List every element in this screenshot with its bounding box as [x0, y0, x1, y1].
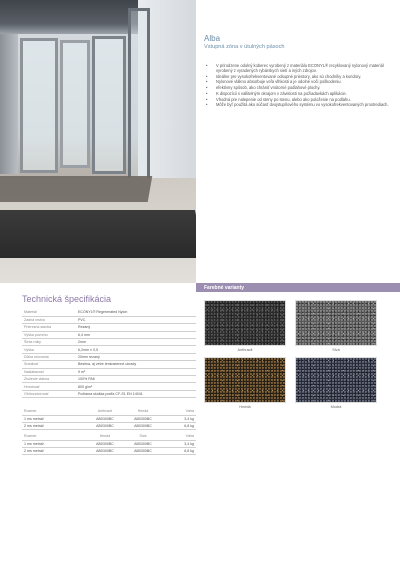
- feature-list: [204, 63, 390, 107]
- product-title: Alba: [204, 34, 221, 43]
- table-row: [22, 415, 196, 422]
- photo-glass-door: [92, 36, 126, 174]
- product-subtitle: Vstupná zóna v útulných pásoch: [204, 44, 285, 50]
- spec-key: Materiál: [22, 309, 76, 316]
- spec-key: Výška: [22, 346, 76, 353]
- spec-value: 6,4 mm: [76, 331, 196, 338]
- photo-entrance-mat: [0, 210, 196, 258]
- spec-key: Zloženie vlákna: [22, 376, 76, 383]
- table-header-row: [22, 433, 196, 440]
- table-cell: AB0300BC: [86, 447, 124, 454]
- feature-item: • Ideálne pre vysokofrekventované odsupné priestory, ako sú chodníky a koridory.: [204, 74, 390, 79]
- table-cell: 6,8 kg: [162, 422, 196, 429]
- table-row: [22, 383, 196, 390]
- table-row: [22, 316, 196, 323]
- feature-item: • Nylonové vlákno absorbuje veľa vlhkosti a je odolné voči poškodeniu.: [204, 79, 390, 84]
- weight-table: [22, 433, 196, 455]
- swatch-modra: [295, 357, 377, 403]
- table-cell: 1 ms metráž: [22, 440, 86, 447]
- table-cell: AB0300BC: [124, 422, 162, 429]
- feature-item: • Vhodná pre nalepenie od steny po stenu, alebo ako položenie na podlahu.: [204, 97, 390, 102]
- column-header: Hnedá: [86, 433, 124, 440]
- feature-item: • efektívny spôsob, ako chrániť vnútorné podlahové plochy.: [204, 85, 390, 90]
- photo-glass-door: [60, 40, 90, 168]
- spec-value: 2mm: [76, 339, 196, 346]
- column-header: Sivá: [124, 433, 162, 440]
- table-cell: AB0300BC: [86, 422, 124, 429]
- swatch-anthracit: [204, 300, 286, 346]
- spec-key: Sranitosť: [22, 361, 76, 368]
- swatch-siva: [295, 300, 377, 346]
- table-cell: AB0300BC: [124, 447, 162, 454]
- spec-value: Požiarna skúška podľa CF-S1 EN 14041: [76, 390, 196, 397]
- feature-item: • V prirodzene odolný koberec vyrobený z materiálu ECONYL® recyklovaný nylonový materiál vyrobený z vyradených rybárskych sietí a iných zdrojov.: [204, 63, 390, 73]
- swatch-label: Hnedá: [239, 405, 251, 409]
- table-cell: 3,4 kg: [162, 440, 196, 447]
- swatch-label: Sivá: [332, 348, 340, 352]
- table-cell: AB0300BC: [124, 415, 162, 422]
- color-variants-title: Farebné varianty: [204, 284, 245, 291]
- table-row: [22, 440, 196, 447]
- table-header-row: [22, 408, 196, 415]
- spec-key: Dĺžka rolovania: [22, 353, 76, 360]
- swatch-hneda: [204, 357, 286, 403]
- feature-item: • Môže byť použitá ako súčasť dvojstupňového systému vo vysokofrekventovaných prostrediach.: [204, 102, 390, 107]
- tech-spec-table: [22, 309, 196, 398]
- table-cell: AB0300BC: [124, 440, 162, 447]
- table-row: [22, 309, 196, 316]
- spec-key: Šírka rolky: [22, 339, 76, 346]
- table-cell: 3,4 kg: [162, 415, 196, 422]
- spec-key: Výška povrchu: [22, 331, 76, 338]
- entrance-photo: [0, 0, 196, 283]
- spec-key: Zadná vrstva: [22, 316, 76, 323]
- spec-key: Prierezná stavba: [22, 324, 76, 331]
- swatch-label: Modrá: [330, 405, 342, 409]
- spec-key: Hmotnosť: [22, 383, 76, 390]
- column-header: Váha: [162, 408, 196, 415]
- table-row: [22, 339, 196, 346]
- table-row: [22, 390, 196, 397]
- spec-value: Bestina, aj vetre tenkostenné ukrady: [76, 361, 196, 368]
- table-row: [22, 447, 196, 454]
- spec-key: Nasiakavosť: [22, 368, 76, 375]
- spec-value: 9 m²: [76, 368, 196, 375]
- spec-value: PVC: [76, 316, 196, 323]
- spec-value: 20mm rezaný: [76, 353, 196, 360]
- spec-value: Rezaný: [76, 324, 196, 331]
- tech-spec-title: Technická špecifikácia: [22, 294, 112, 304]
- table-row: [22, 353, 196, 360]
- table-row: [22, 422, 196, 429]
- column-header: Anthracit: [86, 408, 124, 415]
- column-header: Váha: [162, 433, 196, 440]
- table-row: [22, 346, 196, 353]
- spec-value: 800 g/m²: [76, 383, 196, 390]
- table-cell: 2 ms metráž: [22, 422, 86, 429]
- product-intro: [204, 34, 390, 108]
- spec-value: 6,2mm ± 0,5: [76, 346, 196, 353]
- spec-value: ECONYL® Regenerated Nylon: [76, 309, 196, 316]
- spec-value: 100% PA6: [76, 376, 196, 383]
- swatch-label: Anthracit: [237, 348, 253, 352]
- table-cell: AB0300BC: [86, 440, 124, 447]
- table-row: [22, 331, 196, 338]
- column-header: Rozmer: [22, 408, 86, 415]
- table-row: [22, 361, 196, 368]
- table-row: [22, 368, 196, 375]
- table-row: [22, 324, 196, 331]
- column-header: Rozmer: [22, 433, 86, 440]
- photo-door-frame: [0, 34, 18, 174]
- table-cell: AB0300BC: [86, 415, 124, 422]
- table-cell: 2 ms metráž: [22, 447, 86, 454]
- table-cell: 1 ms metráž: [22, 415, 86, 422]
- weight-table: [22, 408, 196, 430]
- spec-key: Ohňovzdornosť: [22, 390, 76, 397]
- photo-entrance-mat: [0, 176, 152, 202]
- table-cell: 6,8 kg: [162, 447, 196, 454]
- table-row: [22, 376, 196, 383]
- feature-item: • K dispozícii s vallitelným okrajom v závislosti na požiadavkách aplikácie.: [204, 91, 390, 96]
- column-header: Hnedá: [124, 408, 162, 415]
- color-variants-header: [196, 283, 400, 292]
- photo-glass-door: [20, 38, 58, 173]
